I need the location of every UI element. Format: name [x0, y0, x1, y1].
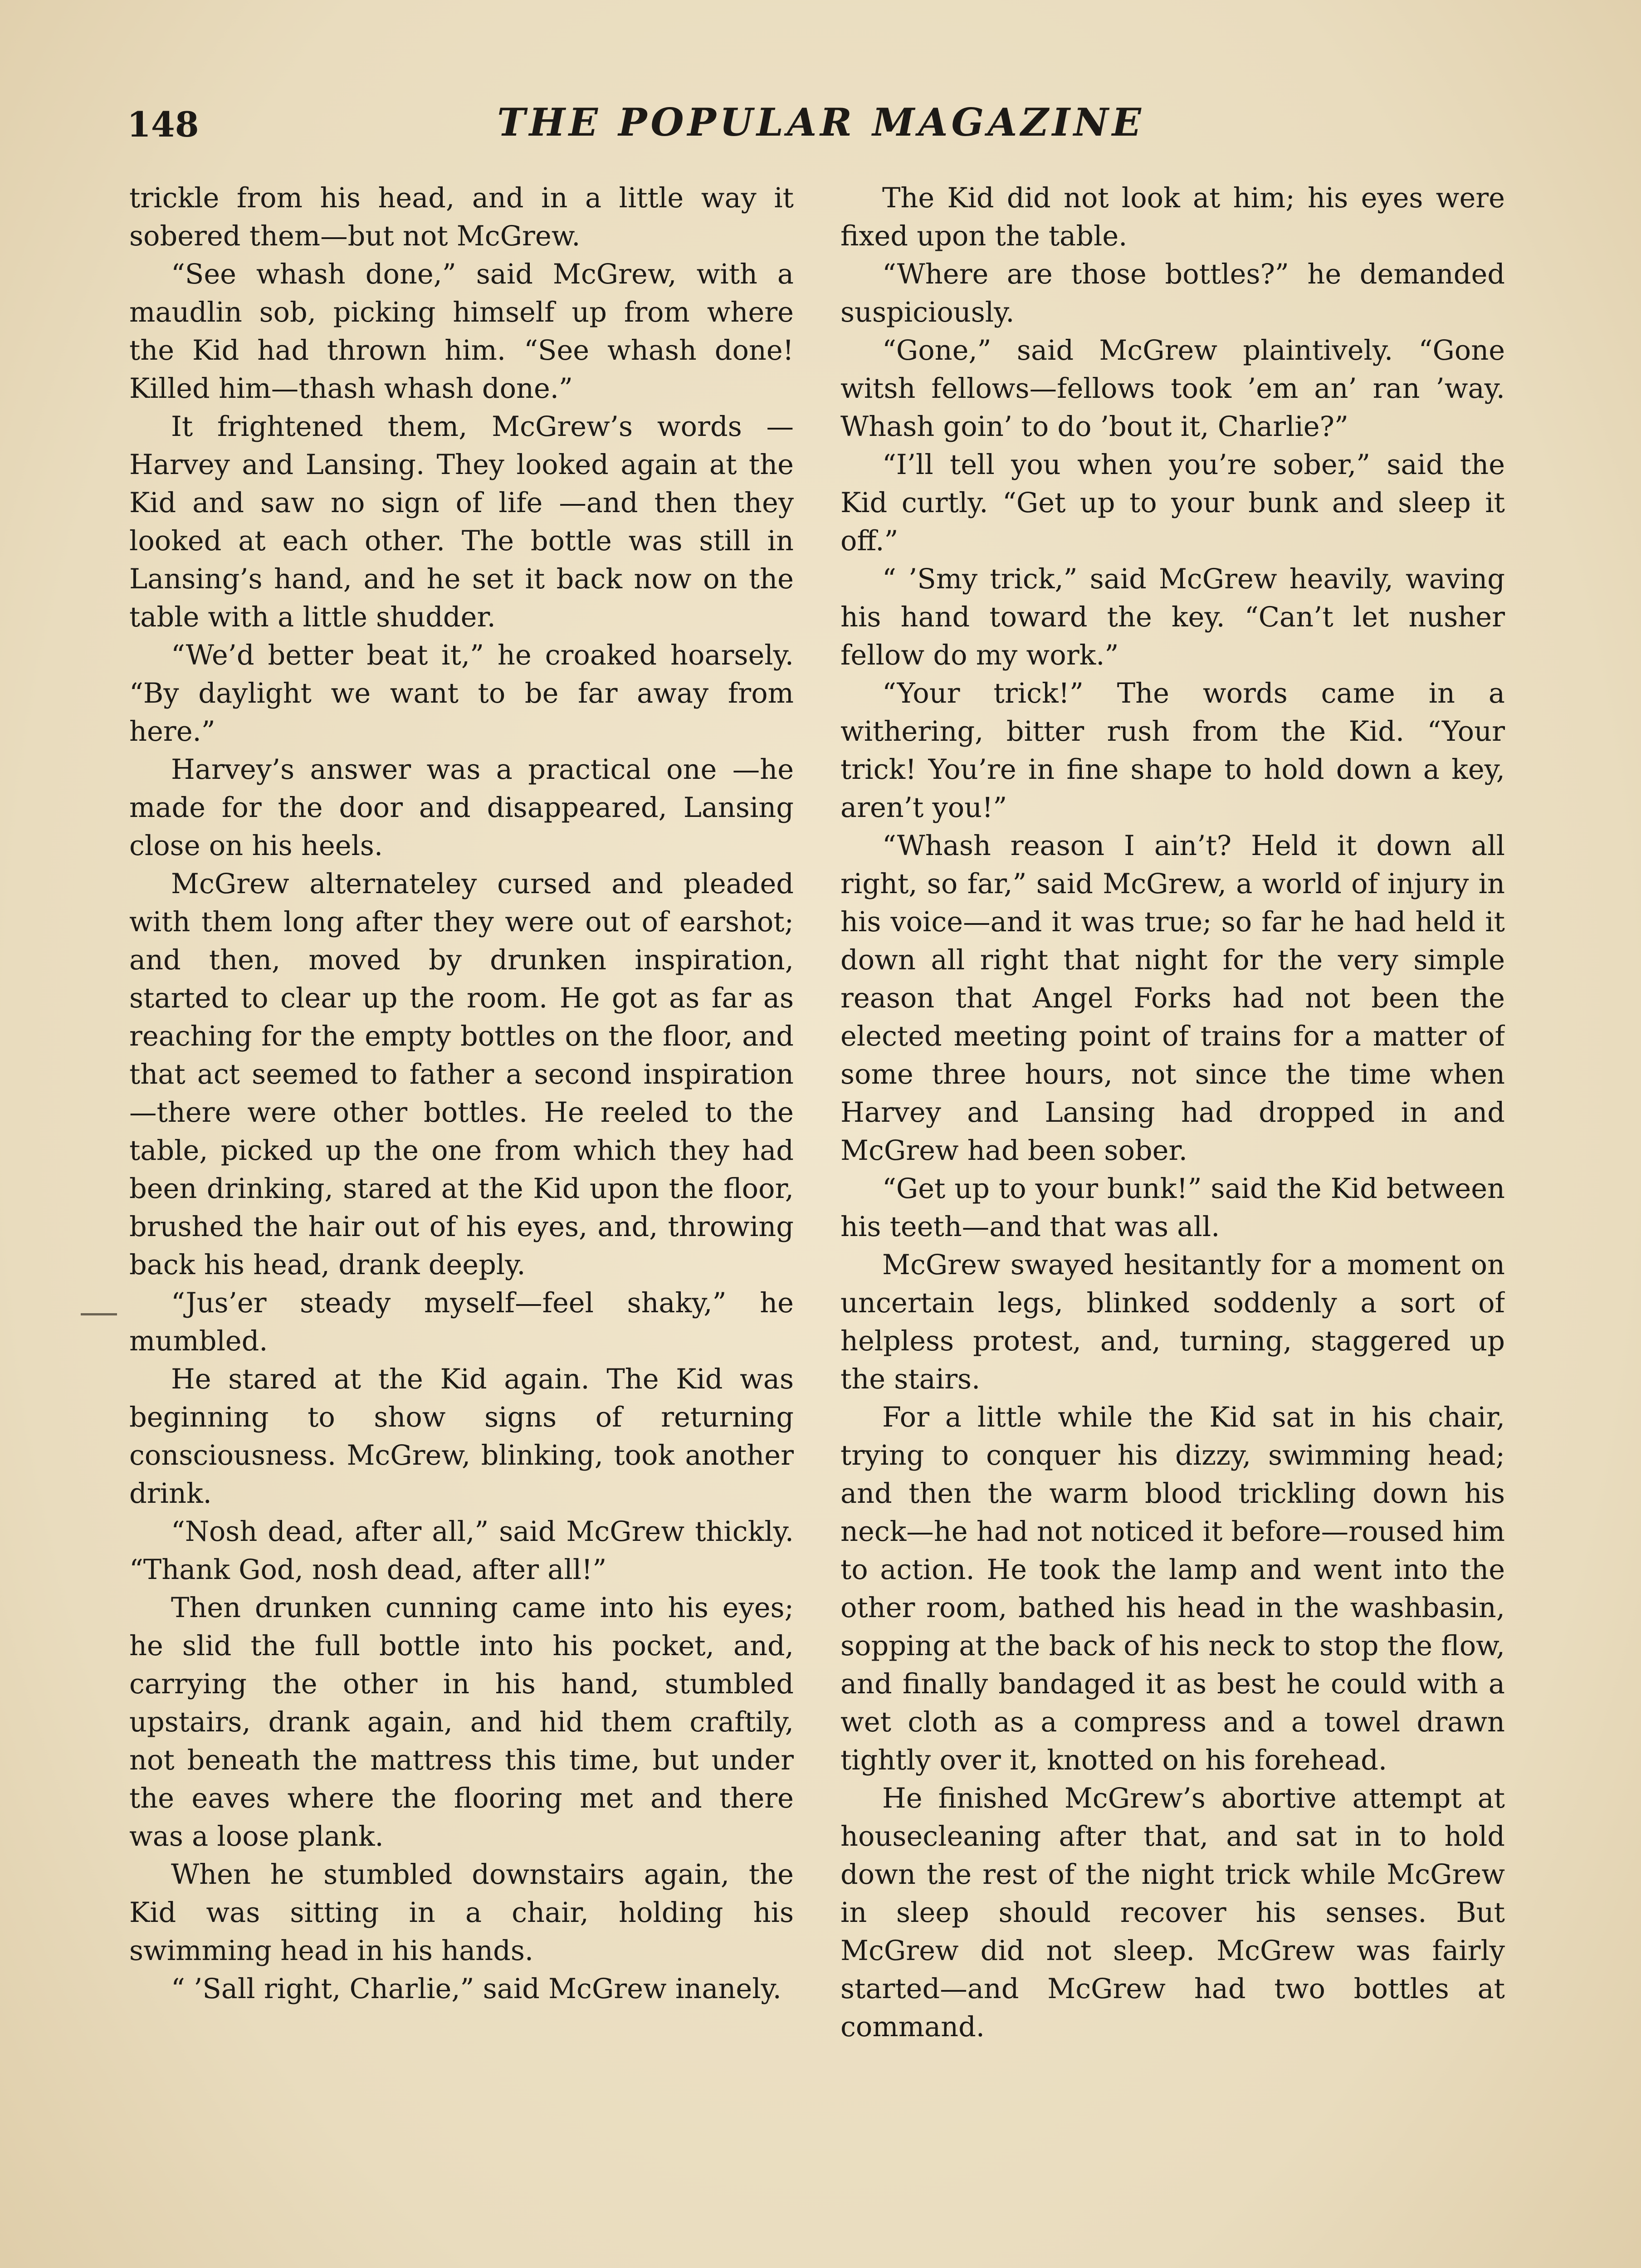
paragraph: “Nosh dead, after all,” said McGrew thickly. “Thank God, nosh dead, after all!” [129, 1516, 794, 1586]
paragraph: “Whash reason I ain’t? Held it down all right, so far,” said McGrew, a world of injury in his voice—and it was true; so far he had held it down all right that night for the very simple reason that Angel Forks had not been the elected meeting point of trains for a matter of some three hours, not since the time when Harvey and Lansing had dropped in and McGrew had been sober. [840, 830, 1505, 1167]
paragraph: “Jus’er steady myself—feel shaky,” he mumbled. [129, 1287, 794, 1357]
paragraph: When he stumbled downstairs again, the Kid was sitting in a chair, holding his swimming head in his hands. [129, 1859, 794, 1967]
page-number: 148 [127, 104, 199, 145]
paragraph: trickle from his head, and in a little way it sobered them—but not McGrew. [129, 182, 794, 252]
left-column [129, 179, 794, 2268]
right-column [840, 179, 1505, 2268]
paragraph: Harvey’s answer was a practical one —he made for the door and disappeared, Lansing close on his heels. [129, 754, 794, 862]
paragraph: “ ’Sall right, Charlie,” said McGrew inanely. [171, 1973, 781, 2005]
paragraph: “I’ll tell you when you’re sober,” said the Kid curtly. “Get up to your bunk and sleep it off.” [840, 449, 1505, 557]
paragraph: It frightened them, McGrew’s words —Harvey and Lansing. They looked again at the Kid and saw no sign of life —and then they looked at each other. The bottle was still in Lansing’s hand, and he set it back now on the table with a little shudder. [129, 411, 794, 633]
paragraph: He finished McGrew’s abortive attempt at housecleaning after that, and sat in to hold down the rest of the night trick while McGrew in sleep should recover his senses. But McGrew did not sleep. McGrew was fairly started—and McGrew had two bottles at command. [840, 1783, 1505, 2043]
paragraph: “Your trick!” The words came in a withering, bitter rush from the Kid. “Your trick! You’re in fine shape to hold down a key, aren’t you!” [840, 678, 1505, 824]
margin-mark [81, 1313, 117, 1315]
paragraph: Then drunken cunning came into his eyes; he slid the full bottle into his pocket, and, carrying the other in his hand, stumbled upstairs, drank again, and hid them craftily, not beneath the mattress this time, but under the eaves where the flooring met and there was a loose plank. [129, 1592, 794, 1853]
paragraph: “Gone,” said McGrew plaintively. “Gone witsh fellows—fellows took ’em an’ ran ’way. Whash goin’ to do ’bout it, Charlie?” [840, 335, 1505, 443]
page-header [127, 91, 1515, 159]
magazine-title: THE POPULAR MAGAZINE [497, 100, 1145, 145]
paragraph: “Where are those bottles?” he demanded suspiciously. [840, 259, 1505, 328]
paragraph: The Kid did not look at him; his eyes were fixed upon the table. [840, 182, 1505, 252]
paragraph: McGrew swayed hesitantly for a moment on uncertain legs, blinked soddenly a sort of helpless protest, and, turning, staggered up the stairs. [840, 1249, 1505, 1395]
paragraph: For a little while the Kid sat in his chair, trying to conquer his dizzy, swimming head; and then the warm blood trickling down his neck—he had not noticed it before—roused him to action. He took the lamp and went into the other room, bathed his head in the washbasin, sopping at the back of his neck to stop the flow, and finally bandaged it as best he could with a wet cloth as a compress and a towel drawn tightly over it, knotted on his forehead. [840, 1402, 1505, 1776]
paragraph: “ ’Smy trick,” said McGrew heavily, waving his hand toward the key. “Can’t let nusher fellow do my work.” [840, 563, 1505, 671]
paragraph: McGrew alternateley cursed and pleaded with them long after they were out of earshot; and then, moved by drunken inspiration, started to clear up the room. He got as far as reaching for the empty bottles on the floor, and that act seemed to father a second inspiration—there were other bottles. He reeled to the table, picked up the one from which they had been drinking, stared at the Kid upon the floor, brushed the hair out of his eyes, and, throwing back his head, drank deeply. [129, 868, 794, 1281]
paragraph: “Get up to your bunk!” said the Kid between his teeth—and that was all. [840, 1173, 1505, 1243]
paragraph: He stared at the Kid again. The Kid was beginning to show signs of returning consciousness. McGrew, blinking, took another drink. [129, 1364, 794, 1510]
paragraph: “We’d better beat it,” he croaked hoarsely. “By daylight we want to be far away from here.” [129, 640, 794, 748]
paragraph: “See whash done,” said McGrew, with a maudlin sob, picking himself up from where the Kid had thrown him. “See whash done! Killed him—thash whash done.” [129, 259, 794, 405]
